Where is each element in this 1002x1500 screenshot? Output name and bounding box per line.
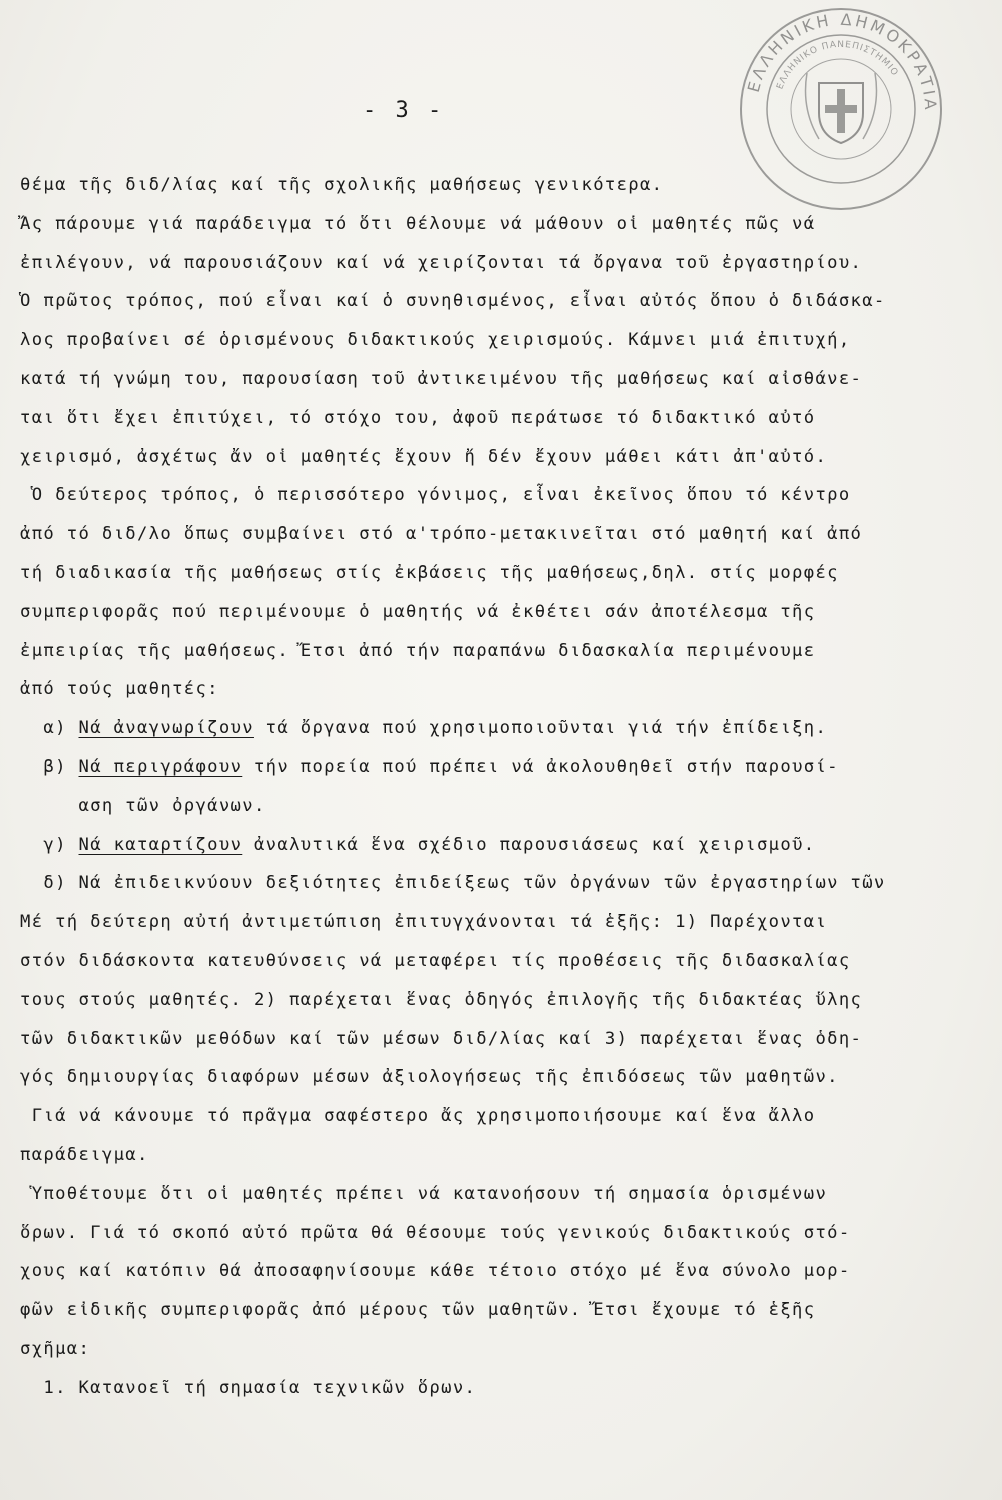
text-line xyxy=(20,597,815,627)
underlined-verb: Νά περιγράφουν xyxy=(78,757,243,777)
line-text: τή διαδικασία τῆς μαθήσεως στίς ἐκβάσεις τῆς μαθήσεως,δηλ. στίς μορφές xyxy=(20,563,839,583)
page-number: - 3 - xyxy=(363,98,445,123)
text-line xyxy=(20,830,815,860)
line-text: τήν πορεία πού πρέπει νά ἀκολουθηθεῖ στήν παρουσί- xyxy=(242,757,839,777)
text-line xyxy=(20,1062,839,1092)
line-text: αση τῶν ὀργάνων. xyxy=(20,795,266,816)
line-text: ται ὅτι ἔχει ἐπιτύχει, τό στόχο του, ἀφοῦ περάτωσε τό διδακτικό αὐτό xyxy=(20,407,816,428)
line-text: Γιά νά κάνουμε τό πρᾶγμα σαφέστερο ἄς χρησιμοποιήσουμε καί ἕνα ἄλλο xyxy=(20,1106,816,1127)
text-line xyxy=(20,403,815,433)
coat-of-arms-icon xyxy=(806,73,877,143)
text-line xyxy=(20,1140,149,1170)
line-text: χειρισμό, ἀσχέτως ἄν οἱ μαθητές ἔχουν ἤ δέν ἔχουν μάθει κάτι ἀπ'αὐτό. xyxy=(20,446,828,467)
text-line xyxy=(20,364,862,394)
line-text: Ὁ πρῶτος τρόπος, πού εἶναι καί ὁ συνηθισμένος, εἶναι αὐτός ὅπου ὁ διδάσκα- xyxy=(20,291,886,312)
underlined-verb: Νά καταρτίζουν xyxy=(78,834,243,855)
line-text: σχῆμα: xyxy=(20,1339,91,1359)
line-text: ἐπιλέγουν, νά παρουσιάζουν καί νά χειρίζονται τά ὄργανα τοῦ ἐργαστηρίου. xyxy=(20,252,863,273)
text-line xyxy=(20,752,839,782)
text-line xyxy=(20,636,815,666)
line-text: ὅρων. Γιά τό σκοπό αὐτό πρῶτα θά θέσουμε τούς γενικούς διδακτικούς στό- xyxy=(20,1222,851,1243)
line-text: συμπεριφορᾶς πού περιμένουμε ὁ μαθητής νά ἐκθέτει σάν ἀποτέλεσμα τῆς xyxy=(20,601,816,622)
text-line xyxy=(20,1295,815,1325)
text-line xyxy=(20,442,827,472)
line-text: στόν διδάσκοντα κατευθύνσεις νά μεταφέρει τίς προθέσεις τῆς διδασκαλίας xyxy=(20,951,851,971)
line-text: Μέ τή δεύτερη αὐτή ἀντιμετώπιση ἐπιτυγχάνονται τά ἑξῆς: 1) Παρέχονται xyxy=(20,912,828,933)
text-line xyxy=(20,480,851,510)
text-line xyxy=(20,519,862,549)
text-line xyxy=(20,674,219,704)
text-line xyxy=(20,1218,851,1248)
list-marker: β) xyxy=(20,757,79,777)
line-text: κατά τή γνώμη του, παρουσίαση τοῦ ἀντικειμένου τῆς μαθήσεως καί αἰσθάνε- xyxy=(20,369,863,389)
text-line xyxy=(20,985,862,1015)
text-line xyxy=(20,286,886,316)
official-seal xyxy=(736,4,946,214)
text-line xyxy=(20,325,851,355)
text-line xyxy=(20,558,839,588)
underlined-verb: Νά ἀναγνωρίζουν xyxy=(78,718,254,739)
line-text: θέμα τῆς διδ/λίας καί τῆς σχολικῆς μαθήσεως γενικότερα. xyxy=(20,175,664,195)
list-marker: α) xyxy=(20,718,79,739)
line-text: ἐμπειρίας τῆς μαθήσεως. Ἔτσι ἀπό τήν παραπάνω διδασκαλία περιμένουμε xyxy=(20,640,816,661)
svg-text:ΕΛΛΗΝΙΚΗ ΔΗΜΟΚΡΑΤΙΑ: ΕΛΛΗΝΙΚΗ ΔΗΜΟΚΡΑΤΙΑ xyxy=(743,9,941,113)
text-line xyxy=(20,791,266,821)
line-text: 1. Κατανοεῖ τή σημασία τεχνικῶν ὅρων. xyxy=(20,1377,477,1398)
line-text: γός δημιουργίας διαφόρων μέσων ἀξιολογήσεως τῆς ἐπιδόσεως τῶν μαθητῶν. xyxy=(20,1067,839,1088)
text-line xyxy=(20,1256,851,1286)
line-text: ἀπό τό διδ/λο ὅπως συμβαίνει στό α'τρόπο-μετακινεῖται στό μαθητή καί ἀπό xyxy=(20,524,863,545)
text-line xyxy=(20,907,827,937)
line-text: λος προβαίνει σέ ὁρισμένους διδακτικούς χειρισμούς. Κάμνει μιά ἐπιτυχή, xyxy=(20,330,851,351)
svg-text:ΕΛΛΗΝΙΚΟ ΠΑΝΕΠΙΣΤΗΜΙΟ: ΕΛΛΗΝΙΚΟ ΠΑΝΕΠΙΣΤΗΜΙΟ xyxy=(775,39,900,91)
line-text: ἀναλυτικά ἕνα σχέδιο παρουσιάσεως καί χειρισμοῦ. xyxy=(242,834,816,855)
text-line xyxy=(20,170,663,200)
line-text: δ) Νά ἐπιδεικνύουν δεξιότητες ἐπιδείξεως τῶν ὀργάνων τῶν ἐργαστηρίων τῶν xyxy=(20,873,886,894)
text-line xyxy=(20,1101,815,1131)
line-text: παράδειγμα. xyxy=(20,1145,149,1165)
text-line xyxy=(20,209,815,239)
line-text: τῶν διδακτικῶν μεθόδων καί τῶν μέσων διδ/λίας καί 3) παρέχεται ἕνας ὁδη- xyxy=(20,1028,863,1049)
text-line xyxy=(20,713,827,743)
line-text: φῶν εἰδικῆς συμπεριφορᾶς ἀπό μέρους τῶν μαθητῶν. Ἔτσι ἔχουμε τό ἑξῆς xyxy=(20,1300,816,1321)
line-text: χους καί κατόπιν θά ἀποσαφηνίσουμε κάθε τέτοιο στόχο μέ ἕνα σύνολο μορ- xyxy=(20,1261,851,1282)
line-text: Ὑποθέτουμε ὅτι οἱ μαθητές πρέπει νά κατανοήσουν τή σημασία ὁρισμένων xyxy=(20,1183,828,1204)
text-line xyxy=(20,946,851,976)
text-line xyxy=(20,1334,90,1364)
line-text: τους στούς μαθητές. 2) παρέχεται ἕνας ὁδηγός ἐπιλογῆς τῆς διδακτέας ὕλης xyxy=(20,989,863,1010)
text-line xyxy=(20,1179,827,1209)
list-marker: γ) xyxy=(20,834,79,855)
text-line xyxy=(20,1024,862,1054)
line-text: ἀπό τούς μαθητές: xyxy=(20,679,219,700)
line-text: Ὁ δεύτερος τρόπος, ὁ περισσότερο γόνιμος, εἶναι ἐκεῖνος ὅπου τό κέντρο xyxy=(20,485,851,506)
text-line xyxy=(20,868,886,898)
line-text: Ἄς πάρουμε γιά παράδειγμα τό ὅτι θέλουμε νά μάθουν οἱ μαθητές πῶς νά xyxy=(20,213,816,234)
line-text: τά ὄργανα πού χρησιμοποιοῦνται γιά τήν ἐπίδειξη. xyxy=(253,718,828,739)
text-line xyxy=(20,1373,476,1403)
text-line xyxy=(20,248,862,278)
